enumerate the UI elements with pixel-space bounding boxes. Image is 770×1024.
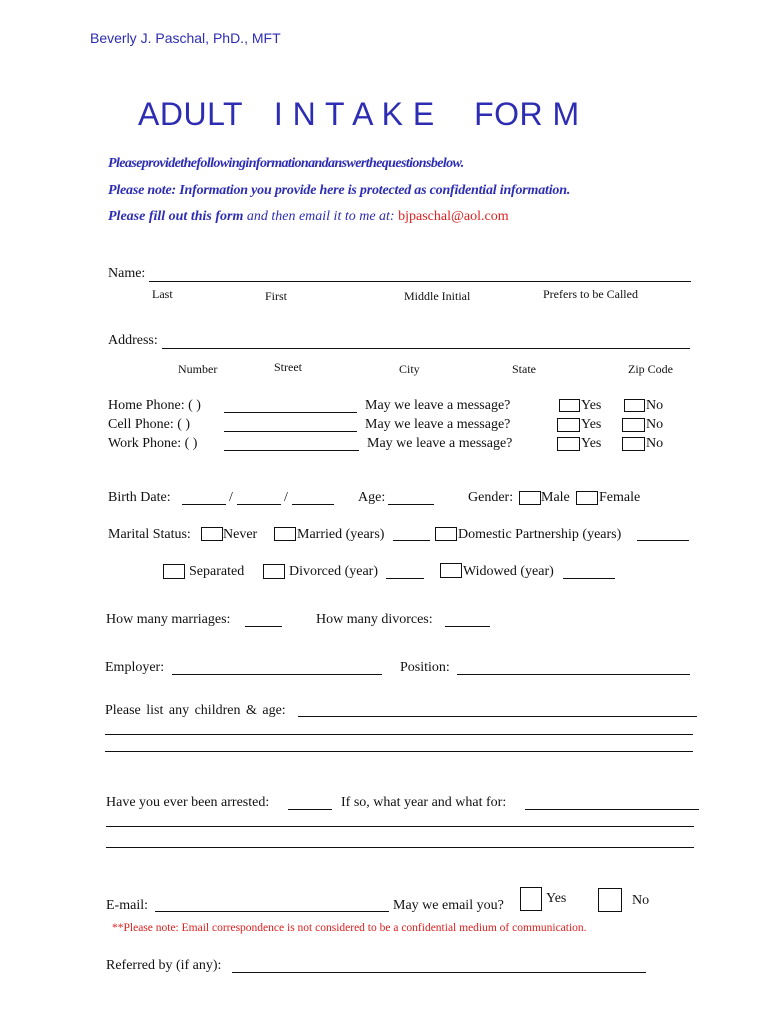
work-phone-label: Work Phone: ( ): [108, 436, 198, 451]
work-message-question: May we leave a message?: [367, 436, 513, 451]
marital-widowed-checkbox[interactable]: [440, 563, 462, 578]
practitioner-header: [90, 30, 281, 46]
home-phone-field[interactable]: [224, 412, 357, 413]
instruction-line-1: Pleaseprovidethefollowinginformationandanswerthequestionsbelow.: [108, 156, 464, 171]
cell-phone-label: Cell Phone: ( ): [108, 417, 191, 432]
referral-field[interactable]: [232, 972, 646, 973]
gender-label: Gender:: [468, 490, 514, 505]
home-message-question: May we leave a message?: [365, 398, 511, 413]
age-label: Age:: [358, 490, 386, 505]
work-message-no-label: No: [646, 436, 664, 451]
arrest-answer-field[interactable]: [288, 809, 332, 810]
arrest-details-field-3[interactable]: [106, 847, 694, 848]
email-no-label: No: [632, 893, 650, 908]
marital-domestic-checkbox[interactable]: [435, 527, 457, 541]
address-label: Address:: [108, 333, 158, 348]
email-yes-checkbox[interactable]: [520, 887, 542, 911]
work-message-yes-checkbox[interactable]: [557, 437, 580, 451]
marital-never-checkbox[interactable]: [201, 527, 223, 541]
email-yes-label: Yes: [546, 891, 567, 906]
home-phone-label: Home Phone: ( ): [108, 398, 201, 413]
email-confidentiality-note: **Please note: Email correspondence is not considered to be a confidential medium of communication.: [112, 922, 587, 934]
address-street-caption: Street: [274, 360, 302, 374]
marital-never-label: Never: [223, 527, 258, 542]
practitioner-name: Beverly J. Paschal: [90, 30, 206, 46]
marriages-field[interactable]: [245, 626, 282, 627]
gender-male-checkbox[interactable]: [519, 491, 541, 505]
email-no-checkbox[interactable]: [598, 888, 622, 912]
home-message-yes-label: Yes: [581, 398, 602, 413]
widowed-year-field[interactable]: [563, 578, 615, 579]
form-title: [138, 96, 580, 133]
birth-year-field[interactable]: [292, 504, 334, 505]
arrest-followup-label: If so, what year and what for:: [341, 795, 507, 810]
address-field[interactable]: [162, 348, 690, 349]
divorces-field[interactable]: [445, 626, 490, 627]
home-message-no-label: No: [646, 398, 664, 413]
name-first-caption: First: [265, 289, 288, 303]
children-label: Please list any children & age:: [105, 703, 286, 718]
address-number-caption: Number: [178, 362, 218, 376]
contact-email[interactable]: bjpaschal@aol.com: [398, 209, 509, 224]
name-prefers-caption: Prefers to be Called: [543, 287, 638, 301]
name-label: Name:: [108, 266, 146, 281]
cell-message-question: May we leave a message?: [365, 417, 511, 432]
cell-phone-field[interactable]: [224, 431, 357, 432]
name-last-caption: Last: [152, 287, 173, 301]
marital-domestic-label: Domestic Partnership (years): [458, 527, 622, 542]
married-years-field[interactable]: [393, 540, 430, 541]
birth-slash-1: /: [229, 490, 233, 505]
email-permission-question: May we email you?: [393, 898, 504, 913]
instruction-line-3: [108, 209, 509, 225]
marital-married-label: Married (years): [297, 527, 385, 542]
title-part-3: FOR M: [474, 96, 580, 132]
marital-separated-label: Separated: [189, 564, 245, 579]
cell-message-yes-checkbox[interactable]: [557, 418, 580, 432]
work-message-no-checkbox[interactable]: [622, 437, 645, 451]
marital-widowed-label: Widowed (year): [463, 564, 554, 579]
home-message-yes-checkbox[interactable]: [559, 399, 580, 412]
age-field[interactable]: [388, 504, 434, 505]
work-message-yes-label: Yes: [581, 436, 602, 451]
instruction-fill-out: Please fill out this form: [108, 209, 244, 224]
arrest-details-field-1[interactable]: [525, 809, 699, 810]
marital-separated-checkbox[interactable]: [163, 564, 185, 579]
gender-female-checkbox[interactable]: [576, 491, 598, 505]
position-label: Position:: [400, 660, 450, 675]
marital-divorced-label: Divorced (year): [289, 564, 379, 579]
gender-male-label: Male: [541, 490, 570, 505]
name-middle-caption: Middle Initial: [404, 289, 471, 303]
cell-message-no-label: No: [646, 417, 664, 432]
birth-day-field[interactable]: [237, 504, 281, 505]
cell-message-no-checkbox[interactable]: [622, 418, 645, 432]
practitioner-credentials: , PhD., MFT: [205, 30, 281, 46]
cell-message-yes-label: Yes: [581, 417, 602, 432]
address-state-caption: State: [512, 362, 536, 376]
children-field-line-3[interactable]: [105, 751, 693, 752]
birth-slash-2: /: [284, 490, 288, 505]
instruction-email-prompt: and then email it to me at:: [243, 209, 395, 224]
gender-female-label: Female: [599, 490, 641, 505]
referral-label: Referred by (if any):: [106, 958, 222, 973]
children-field-line-2[interactable]: [105, 734, 693, 735]
arrest-details-field-2[interactable]: [106, 826, 694, 827]
divorces-label: How many divorces:: [316, 612, 433, 627]
marital-married-checkbox[interactable]: [274, 527, 296, 541]
employer-field[interactable]: [172, 674, 382, 675]
employer-label: Employer:: [105, 660, 165, 675]
marital-divorced-checkbox[interactable]: [263, 564, 285, 579]
divorced-year-field[interactable]: [386, 578, 424, 579]
address-zip-caption: Zip Code: [628, 362, 673, 376]
position-field[interactable]: [457, 674, 690, 675]
email-field[interactable]: [155, 911, 389, 912]
title-part-1: ADULT: [138, 96, 243, 132]
marriages-label: How many marriages:: [106, 612, 231, 627]
address-city-caption: City: [399, 362, 420, 376]
email-label: E-mail:: [106, 898, 148, 913]
title-part-2: I N T A K E: [273, 96, 435, 132]
work-phone-field[interactable]: [224, 450, 359, 451]
domestic-years-field[interactable]: [637, 540, 689, 541]
arrest-label: Have you ever been arrested:: [106, 795, 270, 810]
marital-status-label: Marital Status:: [108, 527, 191, 542]
name-field[interactable]: [149, 281, 691, 282]
birth-month-field[interactable]: [182, 504, 226, 505]
home-message-no-checkbox[interactable]: [624, 399, 645, 412]
children-field-line-1[interactable]: [298, 716, 697, 717]
birth-date-label: Birth Date:: [108, 490, 171, 505]
instruction-line-2: Please note: Information you provide here is protected as confidential information.: [108, 183, 571, 198]
